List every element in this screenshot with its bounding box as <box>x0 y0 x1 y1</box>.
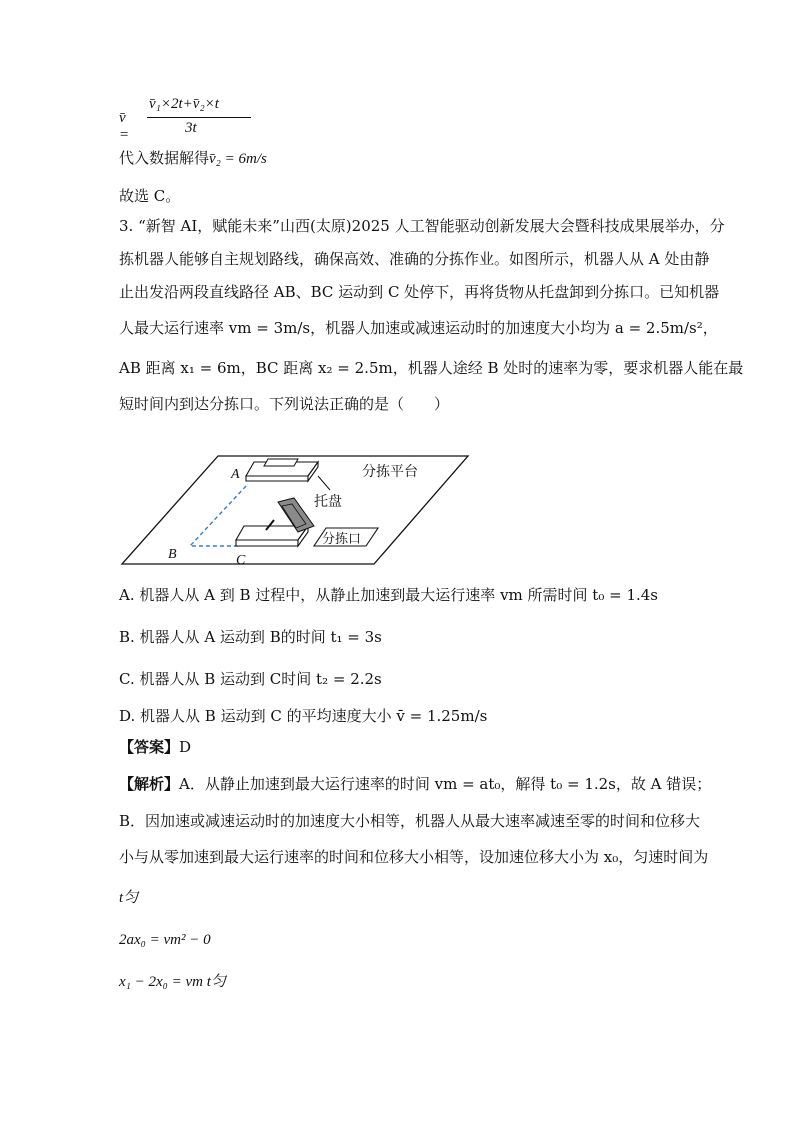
answer-line <box>119 737 191 757</box>
robot-at-c <box>236 498 314 546</box>
fraction-bar <box>147 117 251 118</box>
question-line-1: 3. “新智 AI，赋能未来”山西(太原)2025 人工智能驱动创新发展大会暨科技成果展举办，分 <box>119 217 725 235</box>
option-d: D. 机器人从 B 运动到 C 的平均速度大小 v̄ = 1.25m/s <box>119 707 488 725</box>
option-b: B. 机器人从 A 运动到 B的时间 t₁ = 3s <box>119 628 382 646</box>
equation-1: 2ax₀ = vm² − 0 <box>119 932 211 948</box>
sorting-platform-figure <box>118 448 474 574</box>
question-line-6: 短时间内到达分拣口。下列说法正确的是（ ） <box>119 395 450 413</box>
analysis-a-text: A．从静止加速到最大运行速率的时间 vm = at₀，解得 t₀ = 1.2s，故 A 错误； <box>179 775 712 793</box>
question-line-2: 拣机器人能够自主规划路线，确保高效、准确的分拣作业。如图所示，机器人从 A 处由静 <box>119 250 710 268</box>
substitute-line <box>119 148 267 169</box>
analysis-label: 【解析】 <box>119 775 180 793</box>
label-platform: 分拣平台 <box>362 464 418 480</box>
substitute-text: 代入数据解得 <box>119 149 210 167</box>
equation-2: x₁ − 2x₀ = vm t匀 <box>119 974 226 990</box>
tray-leader-line <box>318 476 330 490</box>
analysis-line-b2: 小与从零加速到最大运行速率的时间和位移大小相等，设加速位移大小为 x₀，匀速时间为 <box>119 848 709 866</box>
analysis-line-b1: B．因加速或减速运动时的加速度大小相等，机器人从最大速率减速至零的时间和位移大 <box>119 812 701 830</box>
tray-at-a <box>246 459 318 481</box>
formula-numerator: v̄₁×2t+v̄₂×t <box>149 96 219 112</box>
formula-denominator: 3t <box>185 120 197 136</box>
label-point-c: C <box>236 553 246 568</box>
answer-label: 【答案】 <box>119 738 180 756</box>
choose-line: 故选 C。 <box>119 187 181 205</box>
label-point-b: B <box>168 547 177 562</box>
answer-value: D <box>179 738 192 756</box>
analysis-line-a <box>119 774 711 794</box>
uniform-time-symbol: t匀 <box>119 890 139 906</box>
question-line-4: 人最大运行速率 vm = 3m/s，机器人加速或减速运动时的加速度大小均为 a = 2.5m/s²， <box>119 319 718 337</box>
option-a: A. 机器人从 A 到 B 过程中，从静止加速到最大运行速率 vm 所需时间 t₀ = 1.4s <box>119 586 658 604</box>
option-c: C. 机器人从 B 运动到 C时间 t₂ = 2.2s <box>119 670 382 688</box>
substitute-result: v̄₂ = 6m/s <box>209 151 267 167</box>
question-line-5: AB 距离 x₁ = 6m，BC 距离 x₂ = 2.5m，机器人途经 B 处时的速率为零，要求机器人能在最 <box>119 359 744 377</box>
question-line-3: 止出发沿两段直线路径 AB、BC 运动到 C 处停下，再将货物从托盘卸到分拣口。已知机器 <box>119 283 720 301</box>
label-outlet: 分拣口 <box>322 532 362 547</box>
label-point-a: A <box>231 467 240 482</box>
label-tray: 托盘 <box>314 494 342 510</box>
formula-lhs: v̄ = <box>119 110 130 143</box>
